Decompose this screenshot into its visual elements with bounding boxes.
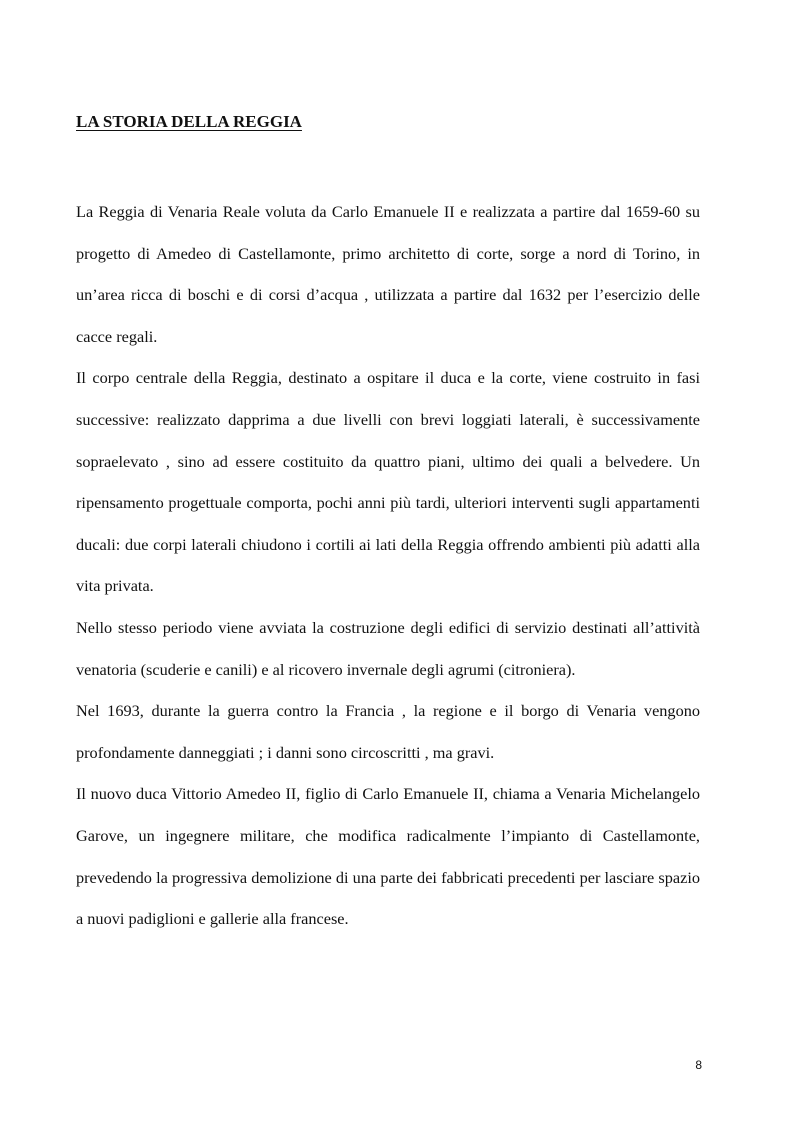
page-number: 8 [695,1058,702,1072]
paragraph-origins: La Reggia di Venaria Reale voluta da Carlo Emanuele II e realizzata a partire dal 1659-60 su progetto di Amedeo di Castellamonte, primo architetto di corte, sorge a nord di Torino, in un’area ricca di boschi e di corsi d’acqua , utilizzata a partire dal 1632 per l’esercizio delle cacce regali. [76,202,700,346]
paragraph-central-body: Il corpo centrale della Reggia, destinato a ospitare il duca e la corte, viene costruito in fasi successive: realizzato dapprima a due livelli con brevi loggiati laterali, è successivamente sopraelevato , sino ad essere costituito da quattro piani, ultimo dei quali a belvedere. Un ripensamento progettuale comporta, pochi anni più tardi, ulteriori interventi sugli appartamenti ducali: due corpi laterali chiudono i cortili ai lati della Reggia offrendo ambienti più adatti alla vita privata. [76,368,700,596]
document-body [76,191,700,940]
paragraph-service-buildings: Nello stesso periodo viene avviata la costruzione degli edifici di servizio destinati all’attività venatoria (scuderie e canili) e al ricovero invernale degli agrumi (citroniera). [76,617,700,679]
page-title: LA STORIA DELLA REGGIA [76,112,302,131]
paragraph-war-damage: Nel 1693, durante la guerra contro la Francia , la regione e il borgo di Venaria vengono profondamente danneggiati ; i danni sono circoscritti , ma gravi. [76,701,700,762]
paragraph-garove: Il nuovo duca Vittorio Amedeo II, figlio di Carlo Emanuele II, chiama a Venaria Michelangelo Garove, un ingegnere militare, che modifica radicalmente l’impianto di Castellamonte, prevedendo la progressiva demolizione di una parte dei fabbricati precedenti per lasciare spazio a nuovi padiglioni e gallerie alla francese. [76,784,700,929]
